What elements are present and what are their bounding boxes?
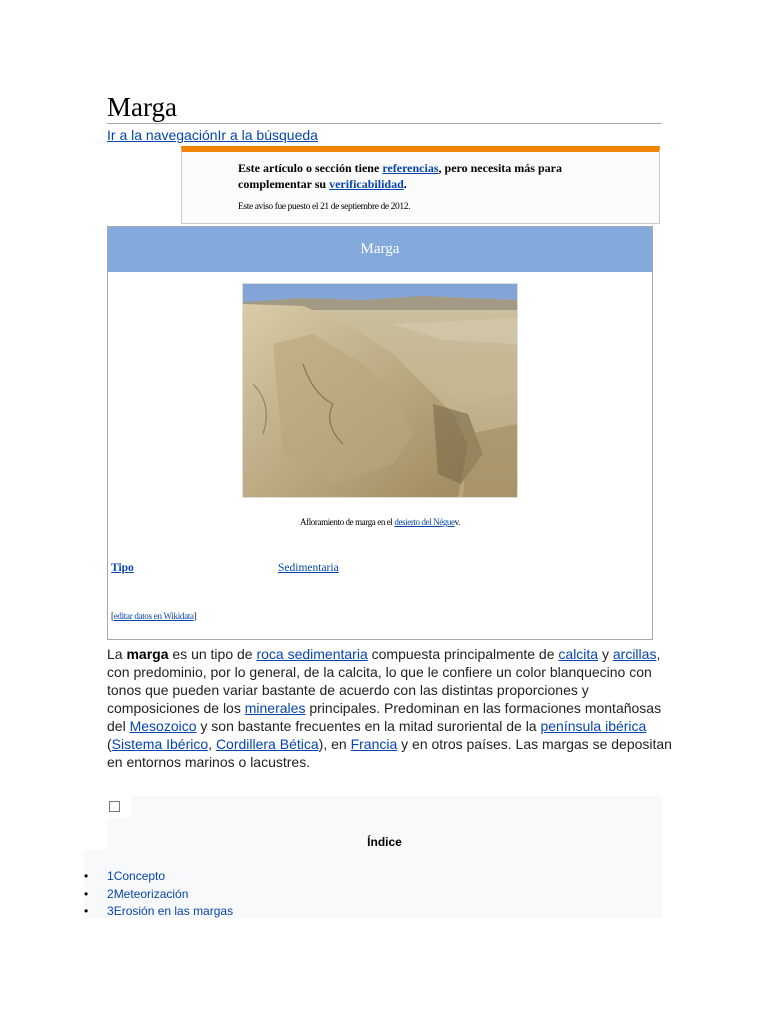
negev-desert-link[interactable]: desierto del Négue [394, 517, 455, 527]
sedimentaria-link[interactable]: Sedimentaria [278, 562, 339, 574]
toc-toggle-checkbox[interactable] [107, 796, 131, 818]
edit-wikidata-link[interactable]: editar datos en Wikidata [113, 611, 194, 621]
checkbox-icon [109, 801, 120, 812]
jump-links [107, 127, 318, 144]
infobox-header: Marga [108, 227, 652, 272]
toc-list [84, 868, 233, 921]
jump-to-search-link[interactable]: Ir a la búsqueda [217, 127, 318, 143]
tipo-label-link[interactable]: Tipo [111, 562, 134, 574]
toc-item[interactable]: • 2Meteorización [84, 886, 233, 904]
toc-item[interactable]: • 1Concepto [84, 868, 233, 886]
toc-title: Índice [367, 835, 402, 849]
notice-box [181, 146, 660, 224]
bullet-icon: • [84, 886, 89, 901]
arcillas-link[interactable]: arcillas [612, 646, 657, 662]
peninsula-iberica-link[interactable]: península ibérica [540, 718, 647, 734]
wikidata-edit: [editar datos en Wikidata] [111, 611, 197, 621]
cordillera-betica-link[interactable]: Cordillera Bética [215, 736, 319, 752]
calcita-link[interactable]: calcita [558, 646, 599, 662]
notice-message: Este artículo o sección tiene referencias, pero necesita más para complementar su verificabilidad. [238, 161, 562, 191]
page-title: Marga [107, 92, 662, 124]
bullet-icon: • [84, 869, 89, 883]
marga-bold: marga [126, 646, 169, 662]
referencias-link[interactable]: referencias [382, 161, 439, 175]
infobox [107, 226, 653, 640]
minerales-link[interactable]: minerales [244, 700, 306, 716]
notice-date: Este aviso fue puesto el 21 de septiembre de 2012. [238, 202, 411, 212]
toc-item[interactable]: • 3Erosión en las margas [84, 903, 233, 921]
bullet-icon: • [84, 904, 89, 918]
intro-paragraph: La marga es un tipo de roca sedimentaria compuesta principalmente de calcita y arcillas, con predominio, por lo general, de la calcita, lo que le confiere un color blanquecino con tonos que pueden variar bastante de acuerdo con las distintas proporciones y composiciones de los minerales principales. Predominan en las formaciones montañosas del Mesozoico y son bastante frecuentes en la mitad suroriental de la península ibérica (Sistema Ibérico, Cordillera Bética), en Francia y en otros países. Las margas se depositan en entornos marinos o lacustres. [107, 646, 672, 770]
infobox-caption: Afloramiento de marga en el desierto del Néguev. [300, 517, 460, 527]
sistema-iberico-link[interactable]: Sistema Ibérico [111, 736, 209, 752]
roca-sedimentaria-link[interactable]: roca sedimentaria [256, 646, 368, 662]
francia-link[interactable]: Francia [350, 736, 398, 752]
verificabilidad-link[interactable]: verificabilidad [329, 177, 404, 191]
marl-outcrop-photo[interactable] [242, 283, 518, 498]
mesozoico-link[interactable]: Mesozoico [129, 718, 197, 734]
jump-to-navigation-link[interactable]: Ir a la navegación [107, 127, 218, 143]
